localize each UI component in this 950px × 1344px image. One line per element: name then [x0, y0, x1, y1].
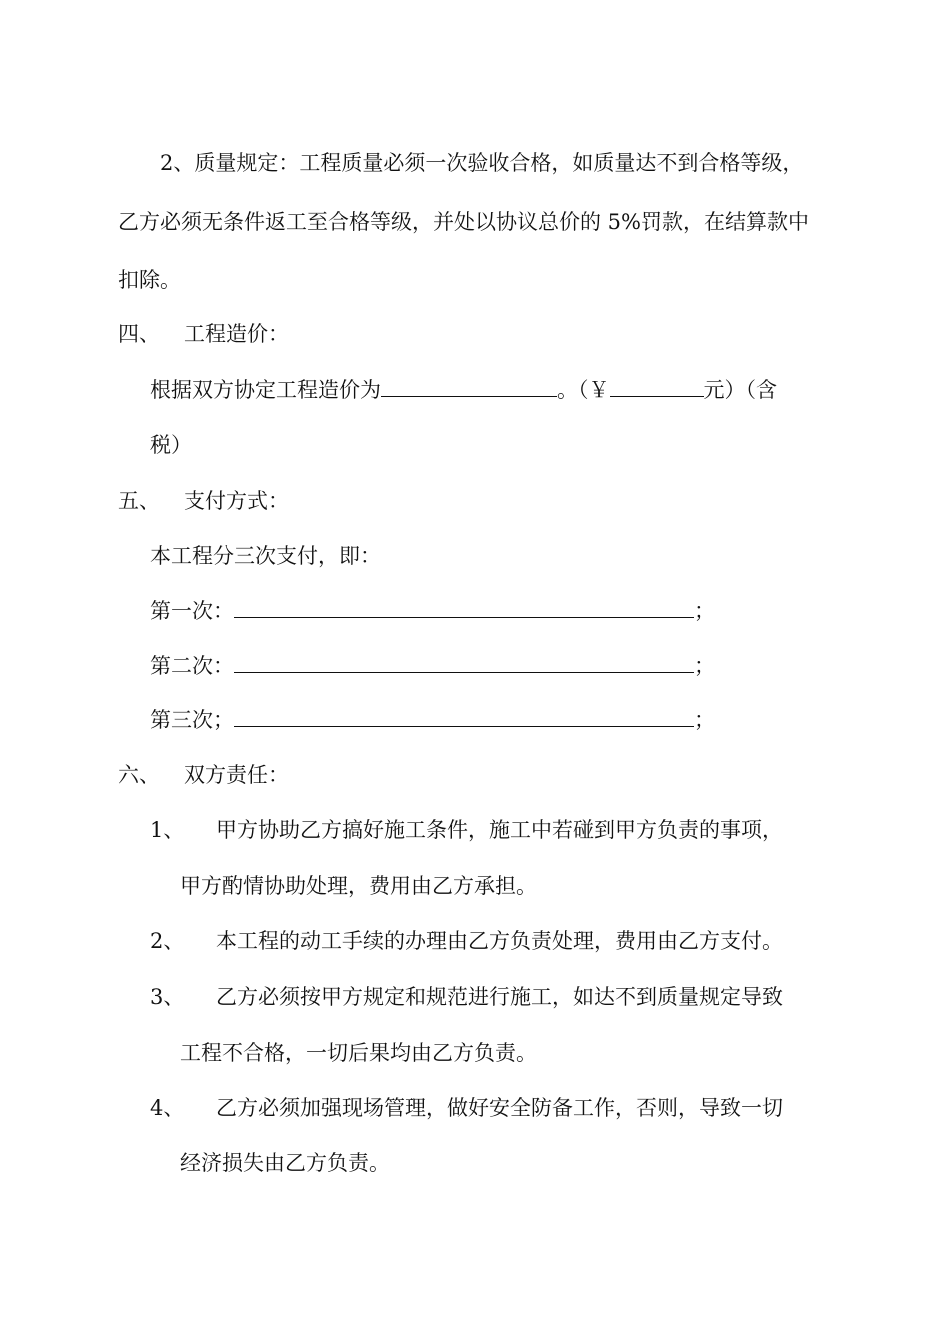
- section-6-number: 六、: [118, 763, 160, 787]
- section-5-title: 支付方式：: [184, 489, 289, 513]
- duty-2-number: 2、: [150, 929, 185, 953]
- duty-4-number: 4、: [150, 1096, 185, 1120]
- section-4-number: 四、: [118, 322, 160, 346]
- duty-3-line-2: 工程不合格，一切后果均由乙方负责。: [180, 1041, 537, 1065]
- price-amount-blank[interactable]: [381, 374, 557, 397]
- payment-end-1: ；: [694, 599, 715, 623]
- payment-end-2: ；: [694, 654, 715, 678]
- price-text-after: 元）（含: [703, 378, 777, 402]
- payment-blank-2[interactable]: [234, 650, 694, 673]
- payment-line-3: [150, 704, 715, 735]
- duty-1-number: 1、: [150, 818, 185, 842]
- duty-3-number: 3、: [150, 985, 185, 1009]
- quality-line-1: 2、质量规定：工程质量必须一次验收合格，如质量达不到合格等级，: [160, 151, 804, 175]
- payment-line-2: [150, 650, 715, 681]
- duty-1-line-1: 甲方协助乙方搞好施工条件，施工中若碰到甲方负责的事项，: [216, 818, 783, 842]
- section-4-title: 工程造价：: [184, 322, 289, 346]
- section-5-number: 五、: [118, 489, 160, 513]
- price-line: [150, 374, 777, 405]
- duty-1-line-2: 甲方酌情协助处理，费用由乙方承担。: [180, 874, 537, 898]
- quality-line-2: 乙方必须无条件返工至合格等级，并处以协议总价的 5%罚款，在结算款中: [118, 210, 809, 234]
- price-line-cont: 税）: [150, 433, 192, 457]
- payment-line-1: [150, 595, 715, 626]
- price-text-before: 根据双方协定工程造价为: [150, 378, 381, 402]
- price-yuan-blank[interactable]: [610, 374, 704, 397]
- quality-line-3: 扣除。: [118, 268, 181, 292]
- price-text-mid: 。（￥: [557, 378, 610, 402]
- payment-label-2: 第二次：: [150, 654, 234, 678]
- payment-blank-1[interactable]: [234, 595, 694, 618]
- payment-blank-3[interactable]: [234, 704, 694, 727]
- duty-3-line-1: 乙方必须按甲方规定和规范进行施工，如达不到质量规定导致: [216, 985, 783, 1009]
- duty-4-line-2: 经济损失由乙方负责。: [180, 1151, 390, 1175]
- payment-end-3: ；: [694, 708, 715, 732]
- payment-intro: 本工程分三次支付，即：: [150, 544, 381, 568]
- payment-label-1: 第一次：: [150, 599, 234, 623]
- duty-4-line-1: 乙方必须加强现场管理，做好安全防备工作，否则，导致一切: [216, 1096, 783, 1120]
- payment-label-3: 第三次；: [150, 708, 234, 732]
- section-6-title: 双方责任：: [184, 763, 289, 787]
- duty-2-line-1: 本工程的动工手续的办理由乙方负责处理，费用由乙方支付。: [216, 929, 783, 953]
